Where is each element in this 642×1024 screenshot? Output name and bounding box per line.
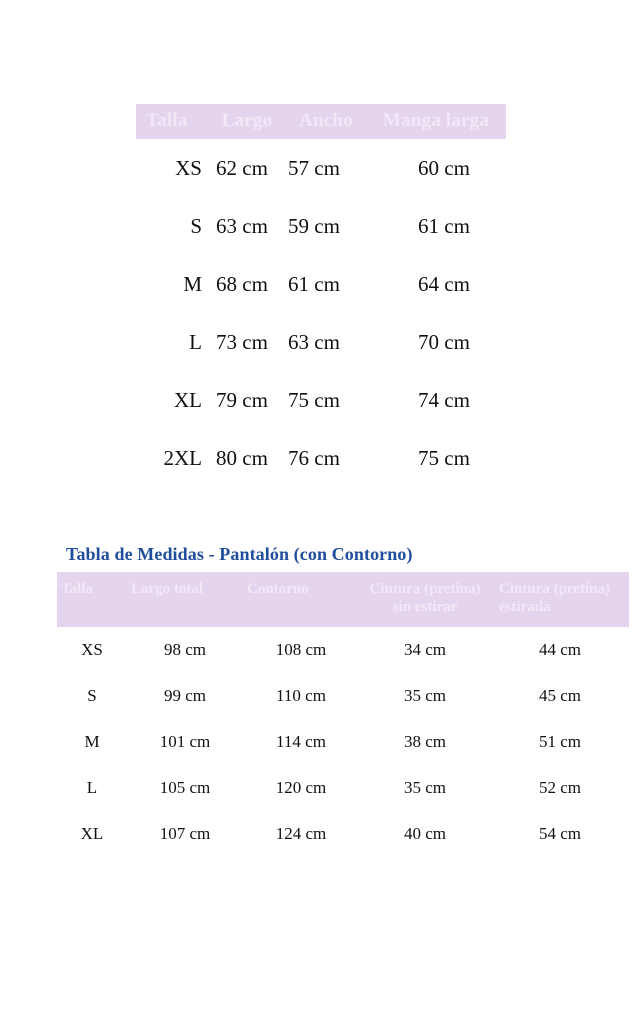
shirt-header-manga-larga: Manga larga	[366, 104, 506, 139]
pants-header-row	[57, 572, 629, 627]
cell-talla: XL	[80, 823, 104, 843]
cell-talla: XL	[174, 388, 202, 412]
cell-largo-total: 101 cm	[159, 731, 211, 751]
cell-talla: M	[84, 731, 100, 751]
pants-header-cintura-estirada: Cintura (pretina) estirada	[491, 572, 629, 627]
pants-header-cintura-sin-estirar: Cintura (pretina) sin estirar	[359, 572, 491, 627]
cell-contorno: 114 cm	[276, 731, 326, 751]
cell-cintura-estirada: 51 cm	[538, 731, 582, 751]
cell-contorno: 108 cm	[275, 639, 327, 659]
cell-largo-total: 107 cm	[159, 823, 211, 843]
pants-table-body	[57, 627, 629, 857]
cell-manga: 75 cm	[418, 446, 470, 470]
cell-contorno: 110 cm	[276, 685, 326, 705]
table-row	[57, 811, 629, 857]
cell-largo-total: 105 cm	[159, 777, 211, 797]
cell-cintura-sin-estirar: 40 cm	[403, 823, 447, 843]
cell-talla: S	[190, 214, 202, 238]
cell-manga: 70 cm	[418, 330, 470, 354]
table-row	[136, 429, 506, 487]
pants-header-contorno: Contorno	[243, 572, 359, 627]
table-row	[57, 627, 629, 673]
cell-cintura-estirada: 54 cm	[538, 823, 582, 843]
shirt-table-body	[136, 139, 506, 487]
pants-size-table-block	[57, 572, 610, 857]
cell-cintura-estirada: 44 cm	[538, 639, 582, 659]
cell-talla: S	[87, 685, 97, 705]
pants-table-title: Tabla de Medidas - Pantalón (con Contorno)	[66, 544, 413, 564]
cell-contorno: 120 cm	[275, 777, 327, 797]
pants-header-largo-total: Largo total	[127, 572, 243, 627]
table-row	[57, 765, 629, 811]
cell-talla: L	[189, 330, 202, 354]
cell-manga: 61 cm	[418, 214, 470, 238]
table-row	[136, 139, 506, 197]
shirt-size-table-block	[0, 104, 642, 487]
table-row	[136, 371, 506, 429]
cell-largo: 73 cm	[216, 330, 268, 354]
cell-contorno: 124 cm	[275, 823, 327, 843]
cell-cintura-sin-estirar: 35 cm	[403, 777, 447, 797]
table-row	[136, 255, 506, 313]
pants-table-head	[57, 572, 629, 627]
cell-manga: 64 cm	[418, 272, 470, 296]
cell-largo: 68 cm	[216, 272, 268, 296]
shirt-header-row	[136, 104, 506, 139]
cell-manga: 60 cm	[418, 156, 470, 180]
cell-talla: 2XL	[163, 446, 202, 470]
shirt-size-table	[136, 104, 506, 487]
table-row	[57, 719, 629, 765]
cell-cintura-sin-estirar: 38 cm	[403, 731, 447, 751]
table-row	[136, 313, 506, 371]
shirt-header-talla: Talla	[136, 104, 208, 139]
cell-largo: 80 cm	[216, 446, 268, 470]
cell-ancho: 76 cm	[288, 446, 340, 470]
cell-talla: L	[86, 777, 98, 797]
cell-largo: 62 cm	[216, 156, 268, 180]
cell-ancho: 75 cm	[288, 388, 340, 412]
cell-talla: M	[183, 272, 202, 296]
shirt-table-head	[136, 104, 506, 139]
cell-ancho: 59 cm	[288, 214, 340, 238]
cell-largo-total: 99 cm	[163, 685, 207, 705]
cell-cintura-sin-estirar: 34 cm	[403, 639, 447, 659]
cell-largo-total: 98 cm	[163, 639, 207, 659]
cell-manga: 74 cm	[418, 388, 470, 412]
cell-cintura-sin-estirar: 35 cm	[403, 685, 447, 705]
pants-header-talla: Talla	[57, 572, 127, 627]
cell-talla: XS	[81, 639, 103, 659]
cell-largo: 79 cm	[216, 388, 268, 412]
pants-size-table	[57, 572, 629, 857]
shirt-header-ancho: Ancho	[286, 104, 366, 139]
cell-largo: 63 cm	[216, 214, 268, 238]
table-row	[57, 673, 629, 719]
cell-ancho: 57 cm	[288, 156, 340, 180]
shirt-header-largo: Largo	[208, 104, 286, 139]
cell-cintura-estirada: 52 cm	[538, 777, 582, 797]
cell-ancho: 61 cm	[288, 272, 340, 296]
cell-cintura-estirada: 45 cm	[538, 685, 582, 705]
cell-ancho: 63 cm	[288, 330, 340, 354]
cell-talla: XS	[175, 156, 202, 180]
table-row	[136, 197, 506, 255]
